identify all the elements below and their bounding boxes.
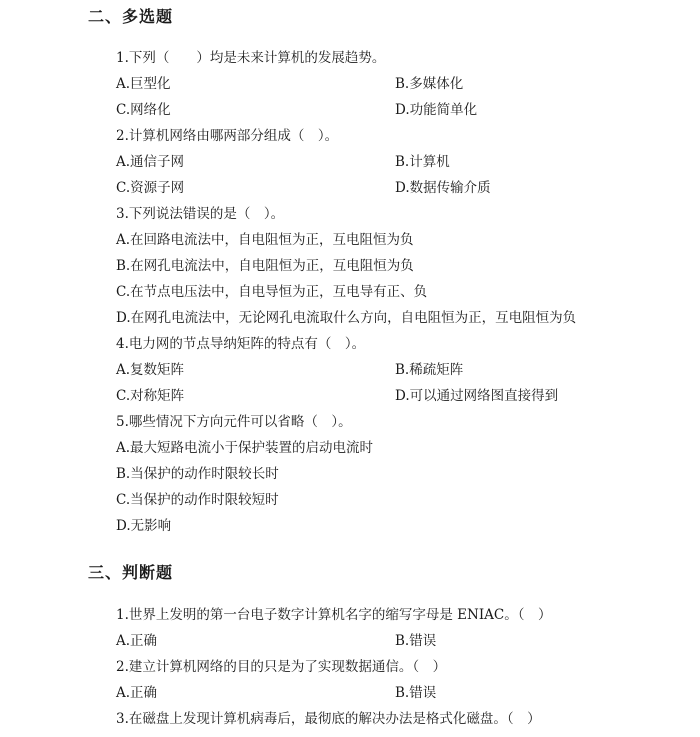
question-stem: 1.下列（ ）均是未来计算机的发展趋势。 [116,50,386,66]
question-stem: 1.世界上发明的第一台电子数字计算机名字的缩写字母是 ENIAC。（ ） [116,607,552,623]
question-stem: 2.建立计算机网络的目的只是为了实现数据通信。（ ） [116,659,447,675]
option-a: A.在回路电流法中，自电阻恒为正，互电阻恒为负 [116,232,414,248]
option-a: A.复数矩阵 [116,362,185,378]
question-stem: 4.电力网的节点导纳矩阵的特点有（ ）。 [116,336,366,352]
option-c: C.网络化 [116,102,171,118]
question-stem: 2.计算机网络由哪两部分组成（ ）。 [116,128,339,144]
option-b: B.错误 [395,633,437,649]
option-a: A.巨型化 [116,76,171,92]
option-a: A.正确 [116,685,158,701]
question-stem: 5.哪些情况下方向元件可以省略（ ）。 [116,414,352,430]
option-a: A.通信子网 [116,154,185,170]
option-d: D.可以通过网络图直接得到 [395,388,559,404]
option-b: B.错误 [395,685,437,701]
option-b: B.计算机 [395,154,450,170]
option-a: A.最大短路电流小于保护装置的启动电流时 [116,440,374,456]
option-a: A.正确 [116,633,158,649]
option-c: C.资源子网 [116,180,185,196]
question-stem: 3.下列说法错误的是（ ）。 [116,206,285,222]
option-b: B.当保护的动作时限较长时 [116,466,279,482]
option-c: C.对称矩阵 [116,388,185,404]
option-d: D.无影响 [116,518,172,534]
question-stem: 3.在磁盘上发现计算机病毒后，最彻底的解决办法是格式化磁盘。（ ） [116,711,541,727]
option-b: B.多媒体化 [395,76,464,92]
option-b: B.在网孔电流法中，自电阻恒为正，互电阻恒为负 [116,258,414,274]
section-title-true-false: 三、判断题 [88,563,174,582]
option-d: D.在网孔电流法中，无论网孔电流取什么方向，自电阻恒为正，互电阻恒为负 [116,310,577,326]
section-title-multiple-choice: 二、多选题 [88,7,174,26]
option-c: C.在节点电压法中，自电导恒为正，互电导有正、负 [116,284,428,300]
option-d: D.数据传输介质 [395,180,491,196]
option-c: C.当保护的动作时限较短时 [116,492,279,508]
option-d: D.功能简单化 [395,102,478,118]
option-b: B.稀疏矩阵 [395,362,464,378]
